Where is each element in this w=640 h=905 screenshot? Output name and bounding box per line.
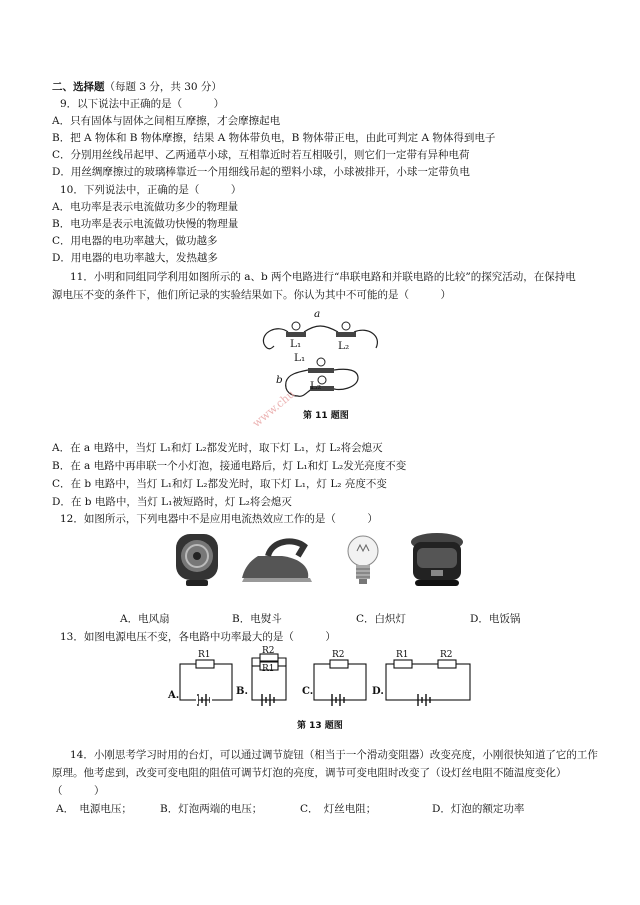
q13-stem: 13．如图电源电压不变，各电路中功率最大的是（ ）	[60, 631, 336, 643]
q13-d-r2: R2	[440, 650, 453, 660]
q13-b-r2: R2	[262, 646, 275, 656]
rice-cooker-drawing	[407, 530, 467, 590]
q14-stem-line1: 14．小刚思考学习时用的台灯，可以通过调节旋钮（相当于一个滑动变阻器）改变亮度，小刚很快知道了它的工作	[70, 749, 598, 761]
q11-option-d: D．在 b 电路中，当灯 L₁被短路时，灯 L₂将会熄灭	[52, 496, 292, 508]
electric-fan-image	[172, 532, 222, 588]
q13-circuits-figure	[168, 646, 478, 712]
q12-option-d: D．电饭锅	[470, 613, 521, 625]
electric-fan-drawing	[172, 532, 222, 588]
q13-letter-d: D.	[372, 686, 384, 697]
q11-figure-caption: 第 11 题图	[303, 411, 349, 421]
q13-letter-b: B.	[236, 686, 248, 697]
q10-option-d: D．用电器的电功率越大，发热越多	[52, 252, 218, 264]
section-heading	[52, 80, 222, 94]
q14-option-b: B．灯泡两端的电压；	[160, 803, 263, 815]
q10-option-b: B．电功率是表示电流做功快慢的物理量	[52, 218, 239, 230]
q13-c-r2: R2	[332, 650, 345, 660]
q11-label-l1-b: L₁	[294, 352, 306, 364]
q13-letter-a: A.	[168, 690, 180, 701]
q11-option-a: A．在 a 电路中，当灯 L₁和灯 L₂都发光时，取下灯 L₁，灯 L₂将会熄灭	[52, 442, 383, 454]
q11-label-l1-a: L₁	[290, 338, 302, 350]
q9-option-a: A．只有固体与固体之间相互摩擦，才会摩擦起电	[52, 115, 281, 127]
q11-option-c: C．在 b 电路中，当灯 L₁和灯 L₂都发光时，取下灯 L₁，灯 L₂ 亮度不变	[52, 478, 387, 490]
q12-option-b: B．电熨斗	[232, 613, 282, 625]
section-title: 二、选择题	[52, 81, 105, 93]
q13-b-r1: R1	[262, 664, 275, 674]
q12-option-c: C．白炽灯	[356, 613, 407, 625]
q11-stem-line2: 源电压不变的条件下，他们所记录的实验结果如下。你认为其中不可能的是（ ）	[52, 289, 451, 301]
electric-iron-image	[238, 532, 316, 588]
q11-label-b: b	[276, 374, 283, 386]
q14-option-a: A． 电源电压；	[56, 803, 132, 815]
q13-d-r1: R1	[396, 650, 409, 660]
watermark: www.chu	[250, 387, 298, 430]
rice-cooker-image	[407, 530, 467, 590]
section-note: （每题 3 分，共 30 分）	[104, 81, 222, 93]
q9-option-d: D．用丝绸摩擦过的玻璃棒靠近一个用细线吊起的塑料小球，小球被排开，小球一定带负电	[52, 166, 470, 178]
q10-option-c: C．用电器的电功率越大，做功越多	[52, 235, 218, 247]
q11-stem-line1: 11．小明和同组同学利用如图所示的 a、b 两个电路进行“串联电路和并联电路的比较”的探究活动，在保持电	[70, 271, 576, 283]
q13-circuits-drawing	[168, 650, 478, 712]
q11-circuit-drawing	[258, 308, 388, 404]
q11-option-b: B．在 a 电路中再串联一个小灯泡，接通电路后，灯 L₁和灯 L₂发光亮度不变	[52, 460, 407, 472]
q13-a-r1: R1	[198, 650, 211, 660]
q12-stem: 12．如图所示，下列电器中不是应用电流热效应工作的是（ ）	[60, 513, 378, 525]
q10-stem: 10．下列说法中，正确的是（ ）	[60, 184, 242, 196]
q9-option-c: C．分别用丝线吊起甲、乙两通草小球，互相靠近时若互相吸引，则它们一定带有异种电荷	[52, 149, 470, 161]
q11-label-l2-b: L₂	[310, 380, 322, 392]
q14-stem-line2: 原理。他考虑到，改变可变电阻的阻值可调节灯泡的亮度，调节可变电阻时改变了（设灯丝电阻不随温度变化）	[52, 767, 567, 779]
q13-letter-c: C.	[302, 686, 314, 697]
q13-figure-caption: 第 13 题图	[297, 721, 343, 731]
incandescent-bulb-drawing	[343, 533, 383, 589]
q14-stem-line3: （ ）	[52, 785, 105, 797]
q11-label-a: a	[314, 308, 321, 320]
q10-option-a: A．电功率是表示电流做功多少的物理量	[52, 201, 239, 213]
q14-option-d: D．灯泡的额定功率	[432, 803, 525, 815]
q11-label-l2-a: L₂	[338, 340, 350, 352]
q9-option-b: B．把 A 物体和 B 物体摩擦，结果 A 物体带负电，B 物体带正电，由此可判定 A 物体得到电子	[52, 132, 496, 144]
electric-iron-drawing	[238, 532, 316, 588]
q9-stem: 9．以下说法中正确的是（ ）	[60, 98, 225, 110]
q12-option-a: A．电风扇	[120, 613, 170, 625]
q14-option-c: C． 灯丝电阻；	[300, 803, 377, 815]
incandescent-bulb-image	[343, 533, 383, 589]
